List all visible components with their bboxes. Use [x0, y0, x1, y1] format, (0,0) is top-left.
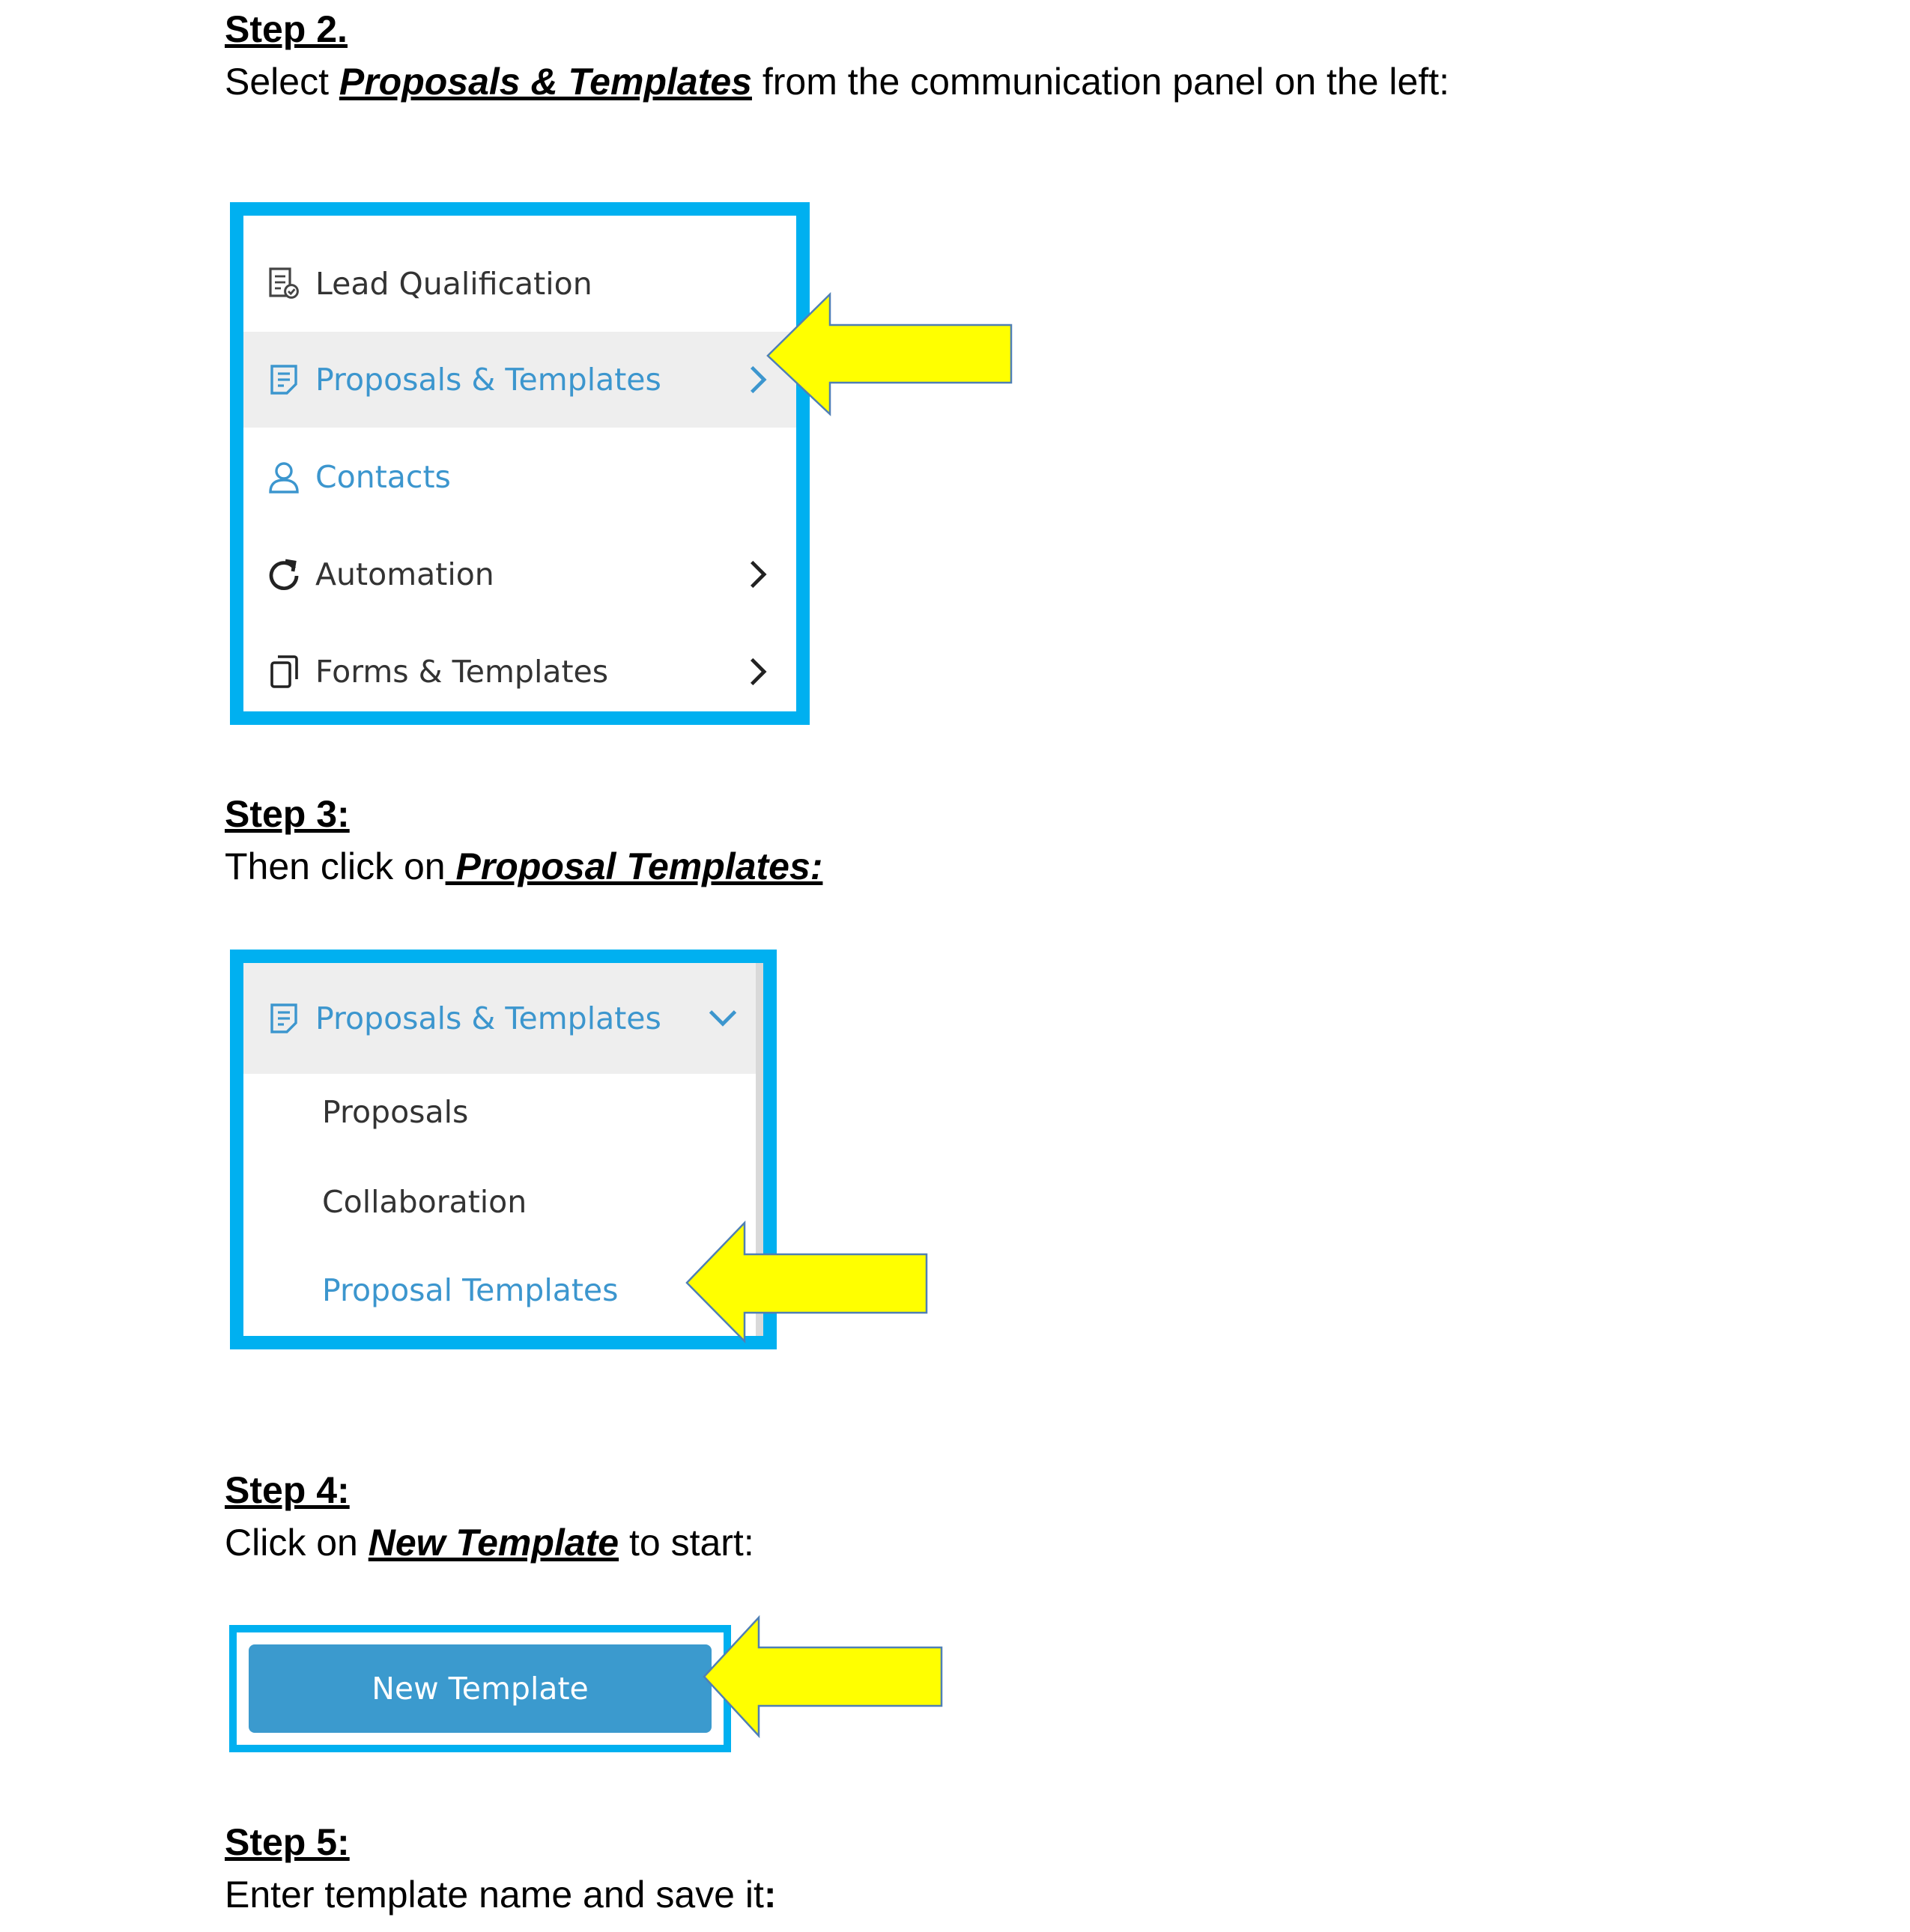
step-5-colon: : — [763, 1874, 777, 1916]
lead-qualification-icon — [266, 266, 302, 302]
new-template-button-screenshot — [229, 1625, 731, 1752]
step-2-title: Step 2. — [225, 8, 348, 50]
arrow-pointer-proposal-templates — [683, 1219, 934, 1345]
menu-item-label: Contacts — [315, 459, 451, 495]
user-icon — [266, 459, 302, 495]
submenu-item-proposal-templates[interactable]: Proposal Templates — [322, 1272, 619, 1308]
new-template-button[interactable]: New Template — [249, 1644, 712, 1733]
chevron-down-icon — [706, 1002, 739, 1035]
step-4-text-after: to start: — [619, 1522, 754, 1564]
arrow-pointer-new-template — [700, 1614, 948, 1740]
step-4-text-before: Click on — [225, 1522, 369, 1564]
menu-item-automation[interactable] — [243, 526, 796, 622]
menu-item-label: Proposals & Templates — [315, 362, 661, 398]
menu-item-label: Automation — [315, 556, 494, 592]
step-4-instruction — [225, 1522, 754, 1564]
menu-item-forms-templates[interactable] — [243, 624, 796, 720]
step-3-instruction — [225, 845, 823, 887]
menu-header-label: Proposals & Templates — [315, 1000, 661, 1036]
document-icon — [266, 362, 302, 398]
step-3-title: Step 3: — [225, 793, 350, 835]
copy-icon — [266, 654, 302, 690]
step-5-instruction — [225, 1874, 777, 1916]
menu-item-contacts[interactable] — [243, 429, 796, 525]
step-3-text-before: Then click on — [225, 845, 446, 887]
menu-item-lead-qualification[interactable] — [243, 236, 796, 332]
step-2-text-after: from the communication panel on the left: — [751, 61, 1450, 103]
step-5-text: Enter template name and save it — [225, 1874, 764, 1916]
menu-header-proposals-templates[interactable] — [243, 963, 756, 1074]
step-4-title: Step 4: — [225, 1469, 350, 1511]
communication-panel-screenshot — [230, 202, 810, 725]
submenu-item-proposals[interactable]: Proposals — [322, 1094, 469, 1130]
submenu-item-collaboration[interactable]: Collaboration — [322, 1184, 527, 1220]
chevron-right-icon — [741, 655, 774, 688]
chevron-right-icon — [741, 558, 774, 591]
document-icon — [266, 1000, 302, 1036]
step-2-instruction — [225, 61, 1450, 103]
step-2-text-before: Select — [225, 61, 339, 103]
step-4-emphasis: New Template — [368, 1522, 619, 1564]
refresh-icon — [266, 556, 302, 592]
menu-item-label: Lead Qualification — [315, 266, 592, 302]
step-3-emphasis: Proposal Templates: — [445, 845, 823, 887]
menu-item-proposals-templates[interactable] — [243, 332, 796, 428]
step-5-title: Step 5: — [225, 1821, 350, 1863]
arrow-pointer-proposals-templates — [764, 288, 1019, 419]
menu-item-label: Forms & Templates — [315, 654, 609, 690]
step-2-emphasis: Proposals & Templates — [339, 61, 752, 103]
